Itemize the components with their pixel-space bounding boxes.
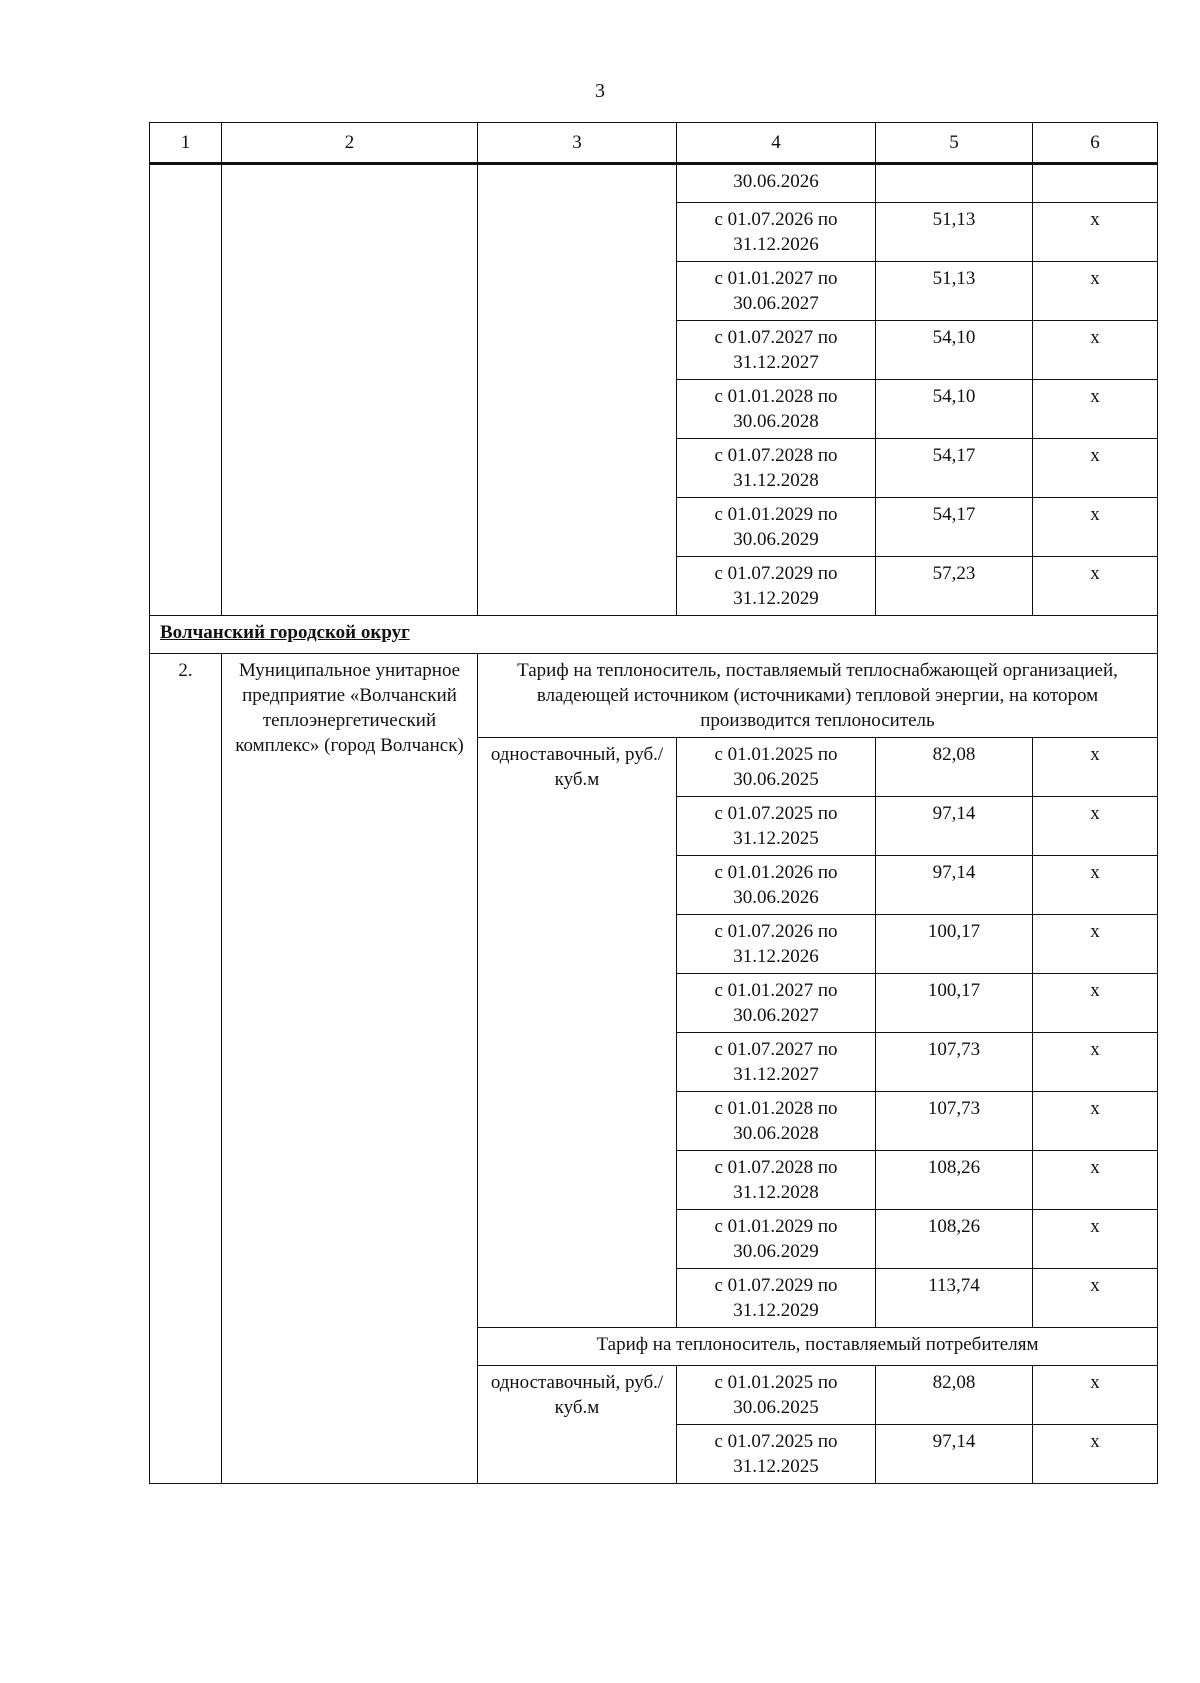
value-cell: 100,17 [876,974,1033,1033]
header-cell: 1 [150,123,222,164]
period-cell: с 01.07.2028 по 31.12.2028 [677,1151,876,1210]
section-row [150,616,1158,654]
header-row [150,123,1158,164]
block1-title: Тариф на теплоноситель, поставляемый теплоснабжающей организацией, владеющей источником (источниками) тепловой энергии, на котором производится теплоноситель [478,654,1158,738]
period-cell: с 01.01.2025 по 30.06.2025 [677,1366,876,1425]
col6-cell: х [1033,1269,1158,1328]
header-cell: 4 [677,123,876,164]
entry-number: 2. [150,654,222,1484]
period-cell: с 01.01.2029 по 30.06.2029 [677,498,876,557]
col6-cell: х [1033,915,1158,974]
organization-name: Муниципальное унитарное предприятие «Волчанский теплоэнергетический комплекс» (город Волчанск) [222,654,478,1484]
period-cell: с 01.07.2028 по 31.12.2028 [677,439,876,498]
value-cell: 54,10 [876,321,1033,380]
value-cell: 57,23 [876,557,1033,616]
block1-rate-type: одноставочный, руб./куб.м [478,738,677,1328]
col6-cell: х [1033,797,1158,856]
table-row [150,164,1158,203]
col6-cell: х [1033,1366,1158,1425]
value-cell: 108,26 [876,1151,1033,1210]
value-cell: 51,13 [876,262,1033,321]
block2-rate-type: одноставочный, руб./куб.м [478,1366,677,1484]
value-cell [876,164,1033,203]
rate-type-cell [478,164,677,616]
period-cell: с 01.07.2027 по 31.12.2027 [677,1033,876,1092]
col6-cell: х [1033,856,1158,915]
period-cell: с 01.01.2027 по 30.06.2027 [677,262,876,321]
value-cell: 54,10 [876,380,1033,439]
block2-title: Тариф на теплоноситель, поставляемый потребителям [478,1328,1158,1366]
col6-cell: х [1033,203,1158,262]
header-cell: 5 [876,123,1033,164]
col6-cell [1033,164,1158,203]
col6-cell: х [1033,974,1158,1033]
col6-cell: х [1033,1151,1158,1210]
period-cell: с 01.01.2025 по 30.06.2025 [677,738,876,797]
value-cell: 97,14 [876,856,1033,915]
value-cell: 97,14 [876,1425,1033,1484]
value-cell: 54,17 [876,439,1033,498]
value-cell: 82,08 [876,1366,1033,1425]
period-cell: с 01.07.2027 по 31.12.2027 [677,321,876,380]
tariff-table [149,122,1158,1484]
period-cell: с 01.01.2029 по 30.06.2029 [677,1210,876,1269]
value-cell: 54,17 [876,498,1033,557]
value-cell: 100,17 [876,915,1033,974]
col6-cell: х [1033,1425,1158,1484]
col6-cell: х [1033,321,1158,380]
col6-cell: х [1033,557,1158,616]
period-cell: 30.06.2026 [677,164,876,203]
col6-cell: х [1033,1092,1158,1151]
period-cell: с 01.07.2026 по 31.12.2026 [677,203,876,262]
period-cell: с 01.01.2026 по 30.06.2026 [677,856,876,915]
period-cell: с 01.01.2028 по 30.06.2028 [677,380,876,439]
period-cell: с 01.07.2029 по 31.12.2029 [677,1269,876,1328]
header-cell: 3 [478,123,677,164]
value-cell: 97,14 [876,797,1033,856]
organization-cell [222,164,478,616]
value-cell: 113,74 [876,1269,1033,1328]
section-title: Волчанский городской округ [150,616,1158,654]
header-cell: 2 [222,123,478,164]
col6-cell: х [1033,1033,1158,1092]
period-cell: с 01.07.2025 по 31.12.2025 [677,797,876,856]
col6-cell: х [1033,262,1158,321]
period-cell: с 01.07.2029 по 31.12.2029 [677,557,876,616]
period-cell: с 01.07.2026 по 31.12.2026 [677,915,876,974]
number-cell [150,164,222,616]
value-cell: 107,73 [876,1092,1033,1151]
header-cell: 6 [1033,123,1158,164]
col6-cell: х [1033,439,1158,498]
col6-cell: х [1033,738,1158,797]
col6-cell: х [1033,498,1158,557]
table-row [150,654,1158,738]
period-cell: с 01.01.2028 по 30.06.2028 [677,1092,876,1151]
period-cell: с 01.01.2027 по 30.06.2027 [677,974,876,1033]
value-cell: 51,13 [876,203,1033,262]
value-cell: 82,08 [876,738,1033,797]
value-cell: 108,26 [876,1210,1033,1269]
value-cell: 107,73 [876,1033,1033,1092]
col6-cell: х [1033,380,1158,439]
col6-cell: х [1033,1210,1158,1269]
page-number: 3 [595,80,605,102]
period-cell: с 01.07.2025 по 31.12.2025 [677,1425,876,1484]
